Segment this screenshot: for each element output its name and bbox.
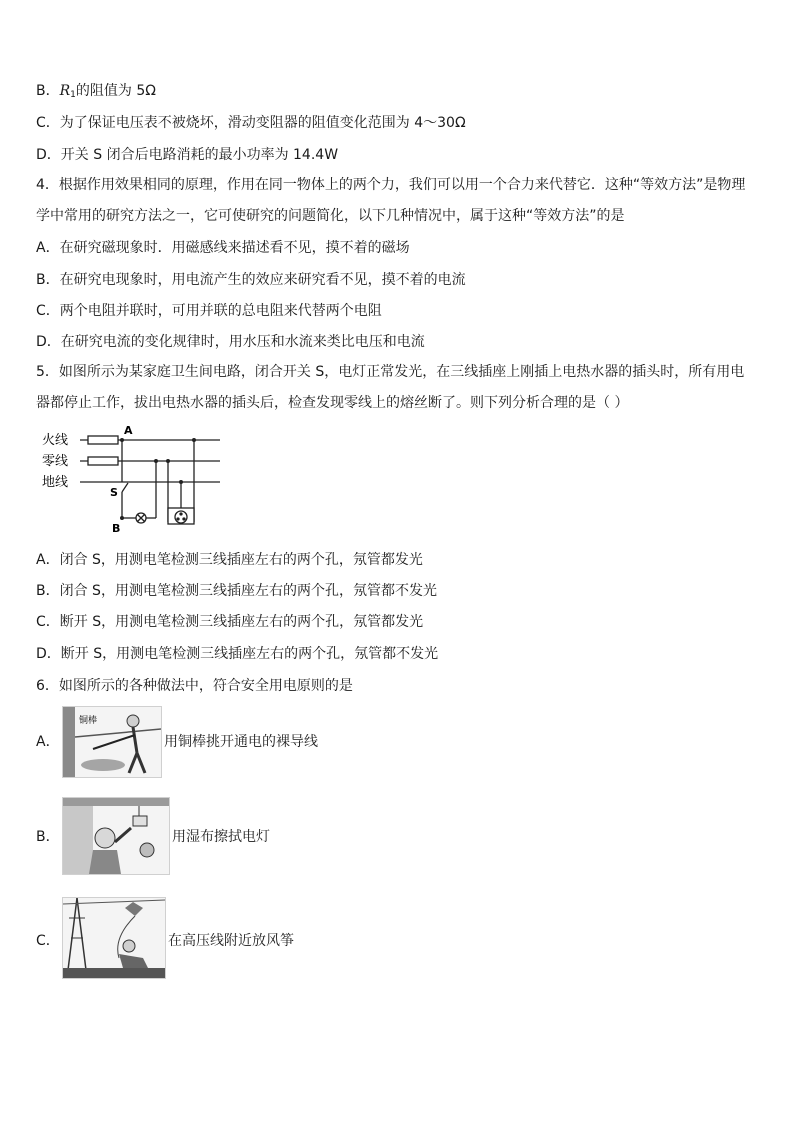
q6-option-c-caption: 在高压线附近放风筝 bbox=[168, 933, 294, 949]
q4-option-b: B．在研究电现象时，用电流产生的效应来研究看不见，摸不着的电流 bbox=[36, 272, 466, 288]
point-b-label: B bbox=[112, 522, 121, 535]
variable-r: R bbox=[59, 83, 71, 99]
variable-subscript: 1 bbox=[70, 90, 76, 100]
q5-option-d: D．断开 S，用测电笔检测三线插座左右的两个孔，氖管都不发光 bbox=[36, 646, 439, 662]
q4-stem: 4．根据作用效果相同的原理，作用在同一物体上的两个力，我们可以用一个合力来代替它．这种“等效方法”是物理学中常用的研究方法之一，它可使研究的问题简化，以下几种情况中，属于这种“等效方法”的是 bbox=[36, 177, 746, 224]
circuit-diagram bbox=[40, 420, 230, 535]
q5-stem: 5．如图所示为某家庭卫生间电路，闭合开关 S，电灯正常发光，在三线插座上刚插上电热水器的插头时，所有用电器都停止工作，拔出电热水器的插头后，检查发现零线上的熔丝断了。则下列分析合理的是（ ） bbox=[36, 364, 745, 411]
q6-option-b-caption: 用湿布擦拭电灯 bbox=[172, 829, 270, 845]
wet-cloth-lamp-illustration bbox=[62, 797, 170, 875]
q4-option-d: D．在研究电流的变化规律时，用水压和水流来类比电压和电流 bbox=[36, 334, 425, 350]
ground-wire-label: 地线 bbox=[42, 475, 69, 490]
q6-option-b-letter: B． bbox=[36, 829, 60, 845]
option-text: 的阻值为 5Ω bbox=[75, 83, 156, 99]
neutral-wire-label: 零线 bbox=[42, 454, 69, 469]
q4-option-a: A．在研究磁现象时．用磁感线来描述看不见，摸不着的磁场 bbox=[36, 240, 410, 256]
kite-drawing bbox=[63, 898, 165, 978]
live-wire-label: 火线 bbox=[42, 433, 69, 448]
copper-rod-label: 铜棒 bbox=[79, 716, 98, 726]
q5-option-c: C．断开 S，用测电笔检测三线插座左右的两个孔，氖管都发光 bbox=[36, 614, 424, 630]
copper-rod-drawing bbox=[63, 707, 161, 777]
q5-option-a: A．闭合 S，用测电笔检测三线插座左右的两个孔，氖管都发光 bbox=[36, 552, 423, 568]
option-letter: B． bbox=[36, 83, 60, 99]
switch-label: S bbox=[110, 486, 118, 499]
wet-cloth-drawing bbox=[63, 798, 169, 874]
q6-stem: 6．如图所示的各种做法中，符合安全用电原则的是 bbox=[36, 678, 353, 694]
q6-option-a-letter: A． bbox=[36, 734, 60, 750]
kite-power-line-illustration bbox=[62, 897, 166, 979]
copper-rod-illustration bbox=[62, 706, 162, 778]
q5-option-b: B．闭合 S，用测电笔检测三线插座左右的两个孔，氖管都不发光 bbox=[36, 583, 437, 599]
q3-option-b bbox=[36, 82, 156, 104]
q3-option-d: D．开关 S 闭合后电路消耗的最小功率为 14.4W bbox=[36, 147, 339, 163]
q3-option-c: C．为了保证电压表不被烧坏，滑动变阻器的阻值变化范围为 4～30Ω bbox=[36, 115, 466, 131]
q6-option-c-letter: C． bbox=[36, 933, 60, 949]
point-a-label: A bbox=[124, 424, 133, 437]
q4-option-c: C．两个电阻并联时，可用并联的总电阻来代替两个电阻 bbox=[36, 303, 382, 319]
q6-option-a-caption: 用铜棒挑开通电的裸导线 bbox=[164, 734, 318, 750]
